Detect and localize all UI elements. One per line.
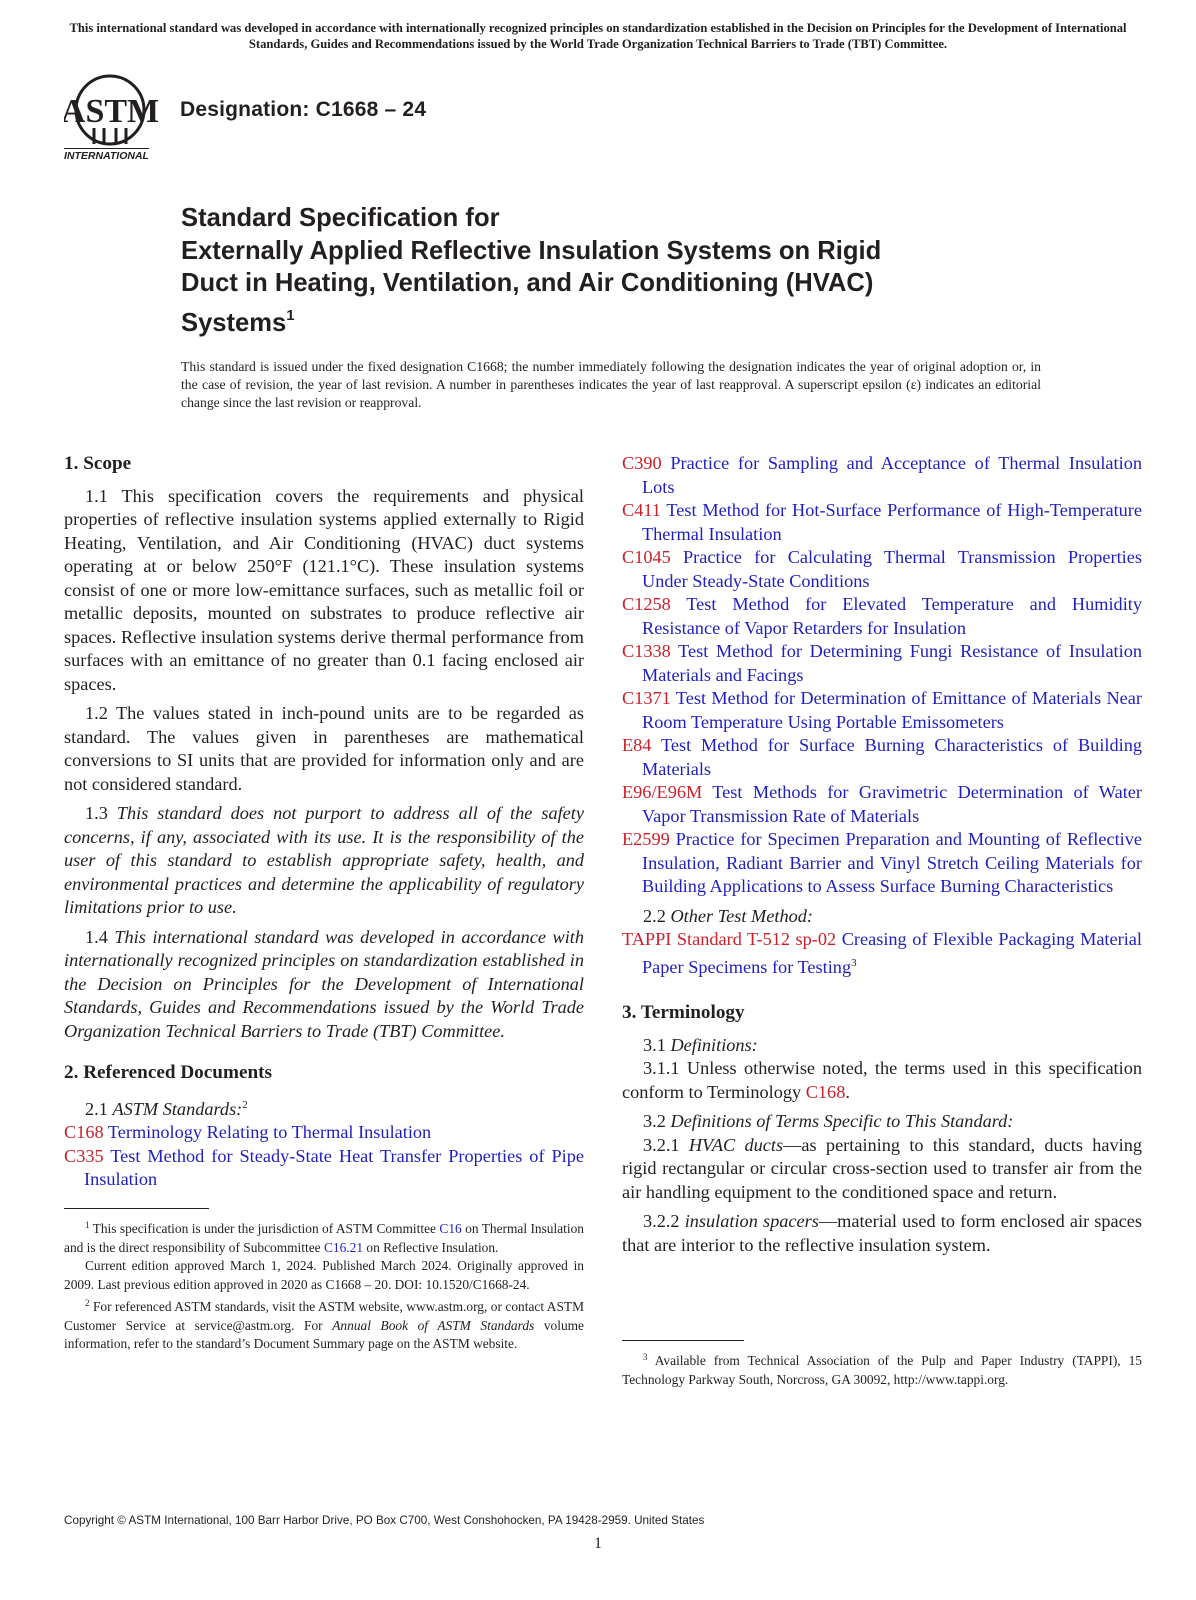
reference-item[interactable]: C1045 Practice for Calculating Thermal Transmission Properties Under Steady-State Conditions (622, 547, 1142, 591)
reference-item[interactable]: E96/E96M Test Methods for Gravimetric Determination of Water Vapor Transmission Rate of Materials (622, 782, 1142, 826)
title-footnote-mark: 1 (286, 306, 295, 324)
other-test-method-subheading: 2.2 Other Test Method: (643, 905, 813, 926)
title-line-2: Externally Applied Reflective Insulation Systems on Rigid (181, 236, 882, 265)
issue-note: This standard is issued under the fixed designation C1668; the number immediately following the designation indicates the year of original adoption or, in the case of revision, the year of last revision. A number in parentheses indicates the year of last reapproval. A superscript epsilon (ε) indicates an editorial change since the last revision or reapproval. (181, 359, 1041, 410)
copyright: Copyright © ASTM International, 100 Barr Harbor Drive, PO Box C700, West Conshohocken, PA 19428-2959. United States (64, 1514, 705, 1527)
footnote-1: $^1$ This specification is under the jurisdiction of ASTM Committee C16 on Thermal Insulation and is the direct responsibility of Subcommittee C16.21 on Reflective Insulation. (64, 1220, 585, 1255)
footnote-divider (622, 1340, 744, 1341)
link-c16[interactable]: C16 (439, 1221, 462, 1236)
reference-item[interactable]: C1258 Test Method for Elevated Temperature and Humidity Resistance of Vapor Retarders for Insulation (622, 594, 1142, 638)
reference-item[interactable]: C411 Test Method for Hot-Surface Performance of High-Temperature Thermal Insulation (622, 500, 1142, 544)
footnote-1-edition: Current edition approved March 1, 2024. Published March 2024. Originally approved in 2009. Last previous edition approved in 2020 as C1668 – 20. DOI: 10.1520/C1668-24. (64, 1258, 584, 1292)
title-line-3: Duct in Heating, Ventilation, and Air Conditioning (HVAC) (181, 269, 874, 297)
astm-standards-subheading: 2.1 ASTM Standards:$^2$ (85, 1098, 248, 1119)
footnote-divider (64, 1208, 209, 1209)
scope-1-1: 1.1 This specification covers the requirements and physical properties of reflective insulation systems applied externally to Rigid Heating, Ventilation, and Air Conditioning (HVAC) duct systems operating at or below 250°F (121.1°C). These insulation systems consist of one or more low-emittance surfaces, such as metallic foil or metallic deposits, mounted on substrates to produce reflective air spaces. Reflective insulation systems derive thermal performance from surfaces with an emittance of no greater than 0.1 facing enclosed air spaces. (64, 485, 584, 694)
scope-1-4: 1.4 This international standard was developed in accordance with internationally recognized principles on standardization established in the Decision on Principles for the Development of International Standards, Guides and Recommendations issued by the World Trade Organization Technical Barriers to Trade (TBT) Committee. (64, 926, 584, 1041)
link-c168[interactable]: C168 (805, 1081, 846, 1102)
terminology-3-1-1: 3.1.1 Unless otherwise noted, the terms used in this specification conform to Terminology C168. (622, 1058, 1142, 1102)
reference-item[interactable]: C390 Practice for Sampling and Acceptance of Thermal Insulation Lots (622, 453, 1142, 497)
reference-item[interactable]: E84 Test Method for Surface Burning Characteristics of Building Materials (622, 735, 1142, 779)
terminology-3-2: 3.2 Definitions of Terms Specific to This Standard: (643, 1111, 1014, 1132)
link-c16-21[interactable]: C16.21 (323, 1239, 364, 1255)
reference-item[interactable]: TAPPI Standard T-512 sp-02 Creasing of Flexible Packaging Material Paper Specimens for Testing$^3$ (622, 929, 1142, 977)
title-line-1: Standard Specification for (181, 204, 500, 232)
top-notice: This international standard was developed in accordance with internationally recognized principles on standardization established in the Decision on Principles for the Development of International Standards, Guides and Recommendations issued by the World Trade Organization Technical Barriers to Trade (TBT) Committee. (69, 21, 1127, 51)
reference-item[interactable]: C335 Test Method for Steady-State Heat Transfer Properties of Pipe Insulation (64, 1145, 584, 1190)
left-column (64, 452, 584, 1192)
logo-text: INTERNATIONAL (64, 150, 149, 162)
reference-item[interactable]: C1338 Test Method for Determining Fungi Resistance of Insulation Materials and Facings (622, 641, 1142, 685)
title-line-4: Systems$^1$ (181, 306, 295, 337)
terminology-3-2-2: 3.2.2 insulation spacers—material used to form enclosed air spaces that are interior to the reflective insulation system. (622, 1211, 1142, 1255)
section-terminology-heading: 3. Terminology (622, 1002, 745, 1024)
footnote-3: $^3$ Available from Technical Association of the Pulp and Paper Industry (TAPPI), 15 Technology Parkway South, Norcross, GA 30092, http://www.tappi.org. (622, 1352, 1142, 1387)
footnotes-left (64, 1216, 584, 1354)
scope-1-3: 1.3 This standard does not purport to address all of the safety concerns, if any, associated with its use. It is the responsibility of the user of this standard to establish appropriate safety, health, and environmental practices and determine the applicability of regulatory limitations prior to use. (64, 803, 584, 917)
svg-text:ASTM: ASTM (64, 93, 160, 130)
astm-logo-icon (64, 72, 170, 166)
footnote-2: $^2$ For referenced ASTM standards, visit the ASTM website, www.astm.org, or contact ASTM Customer Service at service@astm.org. For Annual Book of ASTM Standards volume information, refer to the standard’s Document Summary page on the ASTM website. (64, 1298, 584, 1351)
section-referenced-documents-heading: 2. Referenced Documents (64, 1062, 272, 1083)
footnotes-right (622, 1348, 1142, 1389)
designation: Designation: C1668 – 24 (180, 98, 427, 121)
terminology-3-2-1: 3.2.1 HVAC ducts—as pertaining to this standard, ducts having rigid rectangular or circular cross-section used to transfer air from the air handling equipment to the conditioned space and return. (622, 1134, 1142, 1202)
document-title (181, 202, 1041, 339)
reference-item[interactable]: C168 Terminology Relating to Thermal Insulation (64, 1122, 432, 1143)
page-number: 1 (594, 1535, 602, 1552)
reference-item[interactable]: E2599 Practice for Specimen Preparation and Mounting of Reflective Insulation, Radiant Barrier and Vinyl Stretch Ceiling Materials for Building Applications to Assess Surface Burning Characteristics (622, 829, 1142, 896)
section-scope-heading: 1. Scope (64, 453, 132, 474)
reference-item[interactable]: C1371 Test Method for Determination of Emittance of Materials Near Room Temperature Using Portable Emissometers (622, 688, 1142, 732)
terminology-3-1: 3.1 Definitions: (643, 1034, 758, 1055)
right-column (622, 452, 1142, 1263)
scope-1-2: 1.2 The values stated in inch-pound units are to be regarded as standard. The values given in parentheses are mathematical conversions to SI units that are provided for information only and are not considered standard. (64, 703, 585, 794)
